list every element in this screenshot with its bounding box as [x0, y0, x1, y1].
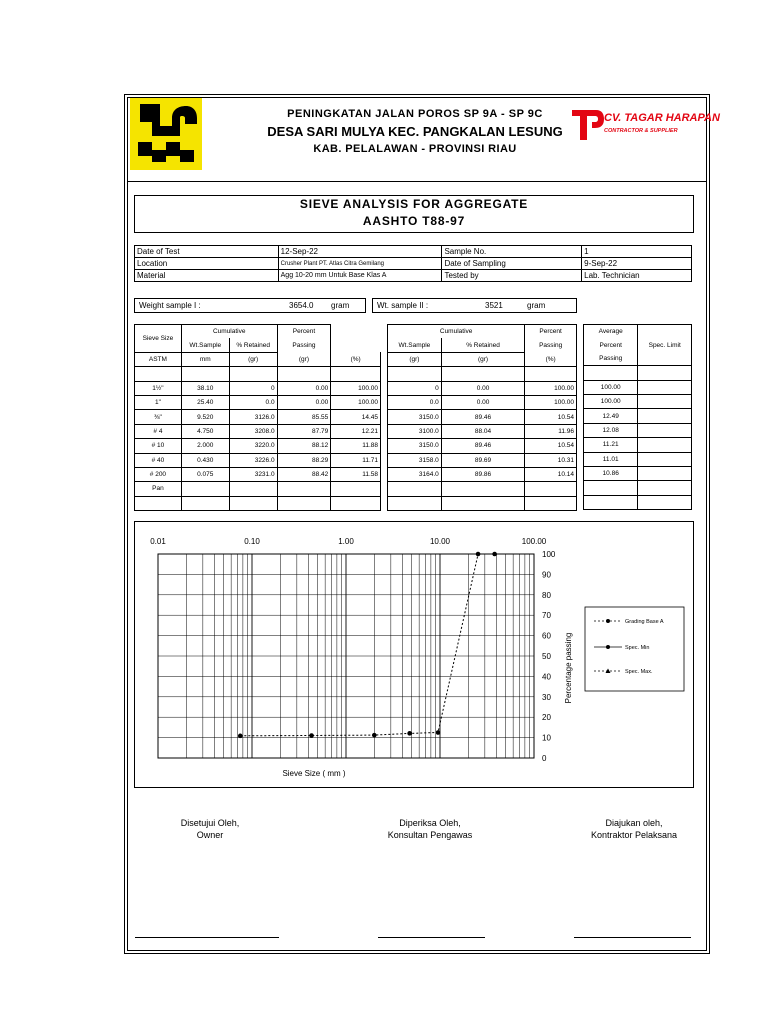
table-cell: 87.79 [277, 424, 331, 438]
col-header: % Retained [441, 338, 524, 352]
table-cell: 88.29 [277, 453, 331, 467]
legend-label: Grading Base A [625, 619, 664, 625]
col-header: (%) [525, 352, 577, 366]
table-cell [584, 481, 638, 495]
table-cell: 14.45 [331, 410, 381, 424]
table-cell: 3150.0 [388, 439, 442, 453]
col-header: Percent [277, 325, 331, 339]
table-cell: 10.31 [525, 453, 577, 467]
table-cell: 0.00 [277, 381, 331, 395]
y-tick-label: 40 [542, 672, 551, 682]
contractor-name: CV. TAGAR HARAPAN [604, 112, 720, 124]
col-header: Average [584, 325, 638, 339]
table-cell: # 40 [135, 453, 182, 467]
table-row [584, 481, 692, 495]
info-label: Material [135, 270, 279, 282]
table-cell: 0.0 [229, 395, 277, 409]
col-header: (gr) [229, 352, 277, 366]
data-point [372, 733, 377, 738]
table-cell: 0.00 [441, 381, 524, 395]
weight-unit: gram [331, 301, 350, 310]
info-label: Date of Test [135, 246, 279, 258]
table-cell: 9.520 [181, 410, 229, 424]
info-value: Crusher Plant PT. Atlas Citra Gemilang [278, 258, 442, 270]
table-cell: 0.0 [388, 395, 442, 409]
table-cell: 11.58 [331, 467, 381, 481]
table-cell: 0 [229, 381, 277, 395]
spec-cell [638, 423, 692, 437]
x-tick-label: 10.00 [429, 537, 451, 546]
col-header: Passing [584, 352, 638, 366]
table-cell: 3100.0 [388, 424, 442, 438]
info-value: Agg 10-20 mm Untuk Base Klas A [278, 270, 442, 282]
weight-sample-2-label: Wt. sample II : [377, 301, 429, 310]
table-cell: 10.14 [525, 467, 577, 481]
table-row [135, 453, 381, 467]
x-axis-label: Sieve Size ( mm ) [282, 769, 346, 778]
y-tick-label: 0 [542, 754, 547, 763]
x-tick-label: 1.00 [338, 537, 354, 546]
x-tick-label: 0.10 [244, 537, 260, 546]
table-row [388, 410, 577, 424]
signature-line [574, 937, 691, 938]
table-cell: 3126.0 [229, 410, 277, 424]
legend-label: Spec. Min [625, 645, 650, 651]
data-point [492, 552, 497, 557]
series-line-grading [240, 554, 494, 736]
info-value: 1 [582, 246, 692, 258]
table-spacer-row [135, 367, 381, 381]
info-value: 9-Sep-22 [582, 258, 692, 270]
table-row [584, 394, 692, 408]
table-cell: 100.00 [584, 394, 638, 408]
col-header: (gr) [441, 352, 524, 366]
data-point [407, 731, 412, 736]
spec-cell [638, 438, 692, 452]
col-header: % Retained [229, 338, 277, 352]
y-tick-label: 80 [542, 590, 551, 600]
project-title-line1: PENINGKATAN JALAN POROS SP 9A - SP 9C [287, 108, 543, 120]
table-cell: 0.00 [441, 395, 524, 409]
table-row [584, 438, 692, 452]
col-header: Percent [584, 338, 638, 351]
info-label: Tested by [442, 270, 582, 282]
table-cell: 11.21 [584, 438, 638, 452]
table-spacer-row [388, 367, 577, 381]
chart-legend [585, 607, 684, 691]
table-cell: 0.430 [181, 453, 229, 467]
spec-cell [638, 481, 692, 495]
data-point [238, 734, 243, 739]
table-row [135, 439, 381, 453]
col-header: Sieve Size [135, 325, 182, 353]
legend-label: Spec. Max. [625, 669, 653, 675]
table-cell: 3158.0 [388, 453, 442, 467]
info-value: Lab. Technician [582, 270, 692, 282]
weight-sample-2-box [372, 298, 577, 313]
report-standard: AASHTO T88-97 [362, 214, 466, 228]
y-tick-label: 10 [542, 733, 551, 743]
table-spacer-row [584, 495, 692, 509]
info-label: Date of Sampling [442, 258, 582, 270]
grading-chart [134, 521, 692, 786]
table-cell: 11.96 [525, 424, 577, 438]
project-title-line3: KAB. PELALAWAN - PROVINSI RIAU [313, 143, 517, 155]
table-cell: 3150.0 [388, 410, 442, 424]
table-cell: ⅜" [135, 410, 182, 424]
signature-2-role: Diperiksa Oleh, [399, 818, 461, 828]
table-cell [441, 482, 524, 496]
table-row [388, 453, 577, 467]
table-row [388, 467, 577, 481]
table-cell: 100.00 [331, 395, 381, 409]
table-cell: 89.86 [441, 467, 524, 481]
table-cell: 12.49 [584, 409, 638, 423]
table-cell: 89.46 [441, 439, 524, 453]
signature-3-name: Kontraktor Pelaksana [590, 830, 678, 840]
table-cell: # 4 [135, 424, 182, 438]
x-tick-label: 100.00 [521, 537, 547, 546]
y-tick-label: 70 [542, 611, 551, 621]
table-cell [181, 482, 229, 496]
table-cell: 38.10 [181, 381, 229, 395]
signature-line [135, 937, 279, 938]
table-cell [229, 482, 277, 496]
weight-sample-1-box [134, 298, 366, 313]
table-cell: 10.54 [525, 410, 577, 424]
table-row [135, 482, 381, 496]
table-cell: 0.00 [277, 395, 331, 409]
project-title-line2: DESA SARI MULYA KEC. PANGKALAN LESUNG [267, 124, 563, 139]
spec-cell [638, 409, 692, 423]
table-cell: 1½" [135, 381, 182, 395]
table-cell: 25.40 [181, 395, 229, 409]
table-row [584, 409, 692, 423]
contractor-logo [570, 106, 720, 146]
table-cell: 11.71 [331, 453, 381, 467]
signature-1-role: Disetujui Oleh, [180, 818, 240, 828]
col-header: Wt.Sample [181, 338, 229, 352]
y-tick-label: 60 [542, 631, 551, 641]
table-row [135, 381, 381, 395]
report-title: SIEVE ANALYSIS FOR AGGREGATE [299, 197, 529, 211]
x-tick-label: 0.01 [150, 537, 166, 546]
col-header: ASTM [135, 352, 182, 366]
table-cell: 12.21 [331, 424, 381, 438]
table-cell: 89.69 [441, 453, 524, 467]
table-cell: 3226.0 [229, 453, 277, 467]
table-cell: 11.01 [584, 452, 638, 466]
data-point [476, 552, 481, 557]
table-row [584, 452, 692, 466]
table-row [388, 424, 577, 438]
table-spacer-row [388, 496, 577, 510]
table-cell: 3220.0 [229, 439, 277, 453]
y-tick-label: 100 [542, 550, 556, 559]
table-row [135, 424, 381, 438]
sample-info-table [134, 245, 692, 282]
table-cell: 0 [388, 381, 442, 395]
table-cell: 100.00 [331, 381, 381, 395]
data-point [436, 730, 441, 735]
table-cell [388, 482, 442, 496]
table-row [135, 467, 381, 481]
col-header: Cumulative [388, 325, 525, 339]
weight-sample-1-label: Weight sample I : [139, 301, 201, 310]
y-axis-label: Percentage passing [564, 632, 573, 704]
signature-3-role: Diajukan oleh, [605, 818, 663, 828]
table-cell: 1" [135, 395, 182, 409]
legend-marker [606, 645, 610, 649]
ministry-logo [130, 98, 202, 170]
signature-2-name: Konsultan Pengawas [387, 830, 473, 840]
table-row [388, 395, 577, 409]
table-cell: 100.00 [584, 380, 638, 394]
table-cell: 100.00 [525, 381, 577, 395]
spec-cell [638, 466, 692, 480]
table-cell: 11.88 [331, 439, 381, 453]
table-cell [331, 482, 381, 496]
table-row [584, 423, 692, 437]
legend-marker [606, 619, 610, 623]
spec-cell [638, 452, 692, 466]
contractor-tagline: CONTRACTOR & SUPPLIER [604, 128, 678, 134]
sieve-table-average [583, 324, 692, 510]
table-cell [525, 482, 577, 496]
signature-line [378, 937, 485, 938]
spec-cell [638, 394, 692, 408]
col-header: Passing [277, 338, 331, 352]
table-cell: 4.750 [181, 424, 229, 438]
table-cell: 89.46 [441, 410, 524, 424]
col-header: Percent [525, 325, 577, 339]
table-row [388, 381, 577, 395]
y-tick-label: 50 [542, 652, 551, 661]
table-cell: 3231.0 [229, 467, 277, 481]
table-cell [277, 482, 331, 496]
table-cell: 88.04 [441, 424, 524, 438]
table-cell: 10.54 [525, 439, 577, 453]
table-cell: 10.86 [584, 466, 638, 480]
table-row [388, 482, 577, 496]
col-header: mm [181, 352, 229, 366]
weight-sample-2-value: 3521 [485, 301, 503, 310]
table-cell: 0.075 [181, 467, 229, 481]
table-cell: 85.55 [277, 410, 331, 424]
header-separator [127, 181, 706, 182]
table-row [135, 395, 381, 409]
weight-sample-1-value: 3654.0 [289, 301, 314, 310]
table-row [388, 439, 577, 453]
col-header: (gr) [277, 352, 331, 366]
col-header: Spec. Limit [638, 325, 692, 366]
col-header: Passing [525, 338, 577, 352]
y-tick-label: 30 [542, 692, 551, 702]
col-header: Wt.Sample [388, 338, 442, 352]
signature-1-name: Owner [196, 830, 224, 840]
table-cell: 2.000 [181, 439, 229, 453]
sieve-table-sample2 [387, 324, 577, 511]
col-header: (gr) [388, 352, 442, 366]
info-label: Location [135, 258, 279, 270]
table-row [584, 466, 692, 480]
table-cell: 3208.0 [229, 424, 277, 438]
spec-cell [638, 380, 692, 394]
weight-unit: gram [527, 301, 546, 310]
table-row [584, 380, 692, 394]
y-tick-label: 20 [542, 713, 551, 723]
table-cell: Pan [135, 482, 182, 496]
info-label: Sample No. [442, 246, 582, 258]
table-spacer-row [135, 496, 381, 510]
table-cell: 100.00 [525, 395, 577, 409]
table-cell: 12.08 [584, 423, 638, 437]
sieve-table-sample1 [134, 324, 381, 511]
col-header: Cumulative [181, 325, 277, 339]
table-cell: # 200 [135, 467, 182, 481]
col-header: (%) [331, 352, 381, 366]
data-point [309, 733, 314, 738]
table-spacer-row [584, 366, 692, 380]
table-cell: 88.12 [277, 439, 331, 453]
table-cell: 88.42 [277, 467, 331, 481]
table-cell: # 10 [135, 439, 182, 453]
table-cell: 3164.0 [388, 467, 442, 481]
info-value: 12-Sep-22 [278, 246, 442, 258]
table-row [135, 410, 381, 424]
y-tick-label: 90 [542, 570, 551, 580]
